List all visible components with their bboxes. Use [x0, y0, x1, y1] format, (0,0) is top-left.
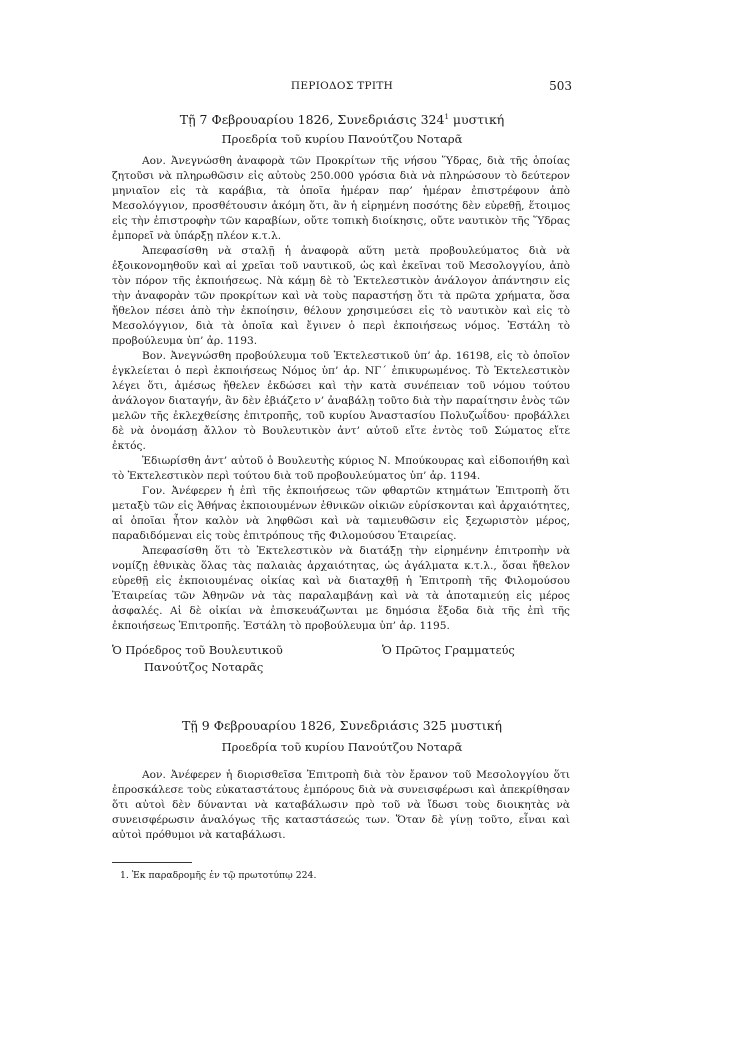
paragraph: Βον. Ἀνεγνώσθη προβούλευμα τοῦ Ἐκτελεστικοῦ ὑπ’ ἀρ. 16198, εἰς τὸ ὁποῖον ἐγκλείεται ὁ περὶ ἐκποιήσεως Νόμος ὑπ’ ἀρ. ΝΓ´ ἐπικυρωμένος. Τὸ Ἐκτελεστικὸν λέγει ὅτι, ἀμέσως ἤθελεν ἐκδώσει καὶ τὴν κατὰ συνέπειαν τοῦ νόμου τούτου ἀνάλογον διαταγήν, ἂν δὲν ἐβιάζετο ν’ ἀναβάλῃ τοῦτο διὰ τὴν παραίτησιν ἑνὸς τῶν μελῶν τῆς ἐκλεχθείσης ἐπιτροπῆς, τοῦ κυρίου Ἀναστασίου Πολυζωΐδου· προβάλλει δὲ νὰ ὀνομάσῃ ἄλλον τὸ Βουλευτικὸν ἀντ’ αὐτοῦ εἴτε ἐντὸς τοῦ Σώματος εἴτε ἐκτός.: [112, 350, 570, 452]
paragraph: Αον. Ἀνεγνώσθη ἀναφορὰ τῶν Προκρίτων τῆς νήσου Ὕδρας, διὰ τῆς ὁποίας ζητοῦσι νὰ πληρωθῶσιν εἰς αὐτοὺς 250.000 γρόσια διὰ νὰ πληρώσουν τὸ δεύτερον μηνιαῖον εἰς τὰ καράβια, τὰ ὁποῖα ἡμέραν παρ’ ἡμέραν ἐπιστρέφουν ἀπὸ Μεσολόγγιον, προσθέτουσιν ἀκόμη ὅτι, ἂν ἡ εἰρημένη ποσότης δὲν εὑρεθῇ, ἕτοιμος εἰς τὴν ἐπιστροφὴν τῶν καραβίων, οὔτε τοπικὴ διοίκησις, οὔτε ναυτικὸν τῆς Ὕδρας ἐμπορεῖ νὰ ὑπάρξῃ πλέον κ.τ.λ.: [112, 155, 570, 242]
running-head: ΠΕΡΙΟΔΟΣ ΤΡΙΤΗ: [290, 80, 394, 92]
president-name: Πανούτζος Νοταρᾶς: [144, 660, 264, 674]
paragraph: Ἐδιωρίσθη ἀντ’ αὐτοῦ ὁ Βουλευτὴς κύριος Ν. Μπούκουρας καὶ εἰδοποιήθη καὶ τὸ Ἐκτελεστικὸν περὶ τούτου διὰ τοῦ προβουλεύματος ὑπ’ ἀρ. 1194.: [112, 455, 570, 482]
footnote-mark: 1: [444, 112, 449, 121]
session-title-text: Τῇ 7 Φεβρουαρίου 1826, Συνεδριάσις 324: [179, 112, 445, 127]
paragraph: Ἀπεφασίσθη νὰ σταλῇ ἡ ἀναφορὰ αὕτη μετὰ προβουλεύματος διὰ νὰ ἐξοικονομηθοῦν καὶ αἱ χρεῖαι τοῦ ναυτικοῦ, ὡς καὶ ἐκεῖναι τοῦ Μεσολογγίου, ἀπὸ τὸν πόρον τῆς ἐκποιήσεως. Νὰ κάμῃ δὲ τὸ Ἐκτελεστικὸν ἀνάλογον ἀπάντησιν εἰς τὴν ἀναφορὰν τῶν προκρίτων καὶ νὰ τοὺς παραστήσῃ ὅτι τὰ πρῶτα χρήματα, ὅσα ἤθελον πέσει ἀπὸ τὴν ἐκποίησιν, θέλουν χρησιμεύσει εἰς τὸ ναυτικὸν καὶ εἰς τὸ Μεσολόγγιον, διὰ τὰ ὁποῖα καὶ ἔγινεν ὁ περὶ ἐκποιήσεως νόμος. Ἐστάλη τὸ προβούλευμα ὑπ’ ἀρ. 1193.: [112, 245, 570, 347]
session-title-suffix: μυστική: [448, 112, 505, 127]
president-title: Ὁ Πρόεδρος τοῦ Βουλευτικοῦ: [112, 643, 283, 657]
session-325-body: [112, 768, 570, 843]
secretary-signature: Ὁ Πρῶτος Γραμματεύς: [382, 643, 515, 657]
paragraph: Αον. Ἀνέφερεν ἡ διορισθεῖσα Ἐπιτροπὴ διὰ τὸν ἔρανον τοῦ Μεσολογγίου ὅτι ἐπροσκάλεσε τοὺς εὐκαταστάτους ἐμπόρους διὰ νὰ συνεισφέρωσι καὶ ἀπεκρίθησαν ὅτι αὐτοὶ δὲν δύνανται νὰ καταβάλωσιν πρὸ τοῦ νὰ ἴδωσι τοὺς διοικητὰς νὰ συνεισφέρωσιν ἀναλόγως τῆς καταστάσεώς των. Ὅταν δὲ γίνῃ τοῦτο, εἶναι καὶ αὐτοὶ πρόθυμοι νὰ καταβάλωσι.: [112, 769, 570, 841]
footnote-divider: [112, 862, 192, 863]
session-title-324: [112, 112, 572, 127]
paragraph: Ἀπεφασίσθη ὅτι τὸ Ἐκτελεστικὸν νὰ διατάξῃ τὴν εἰρημένην ἐπιτροπὴν νὰ νομίζῃ ἐθνικὰς ὅλας τὰς παλαιὰς ἀρχαιότητας, ὡς ἀγάλματα κ.τ.λ., ὅσαι ἤθελον εὑρεθῇ εἰς ἐκποιουμένας οἰκίας καὶ νὰ διαταχθῇ ἡ Ἐπιτροπὴ τῆς Φιλομούσου Ἑταιρείας τῶν Ἀθηνῶν νὰ τὰς παραλαμβάνῃ καὶ νὰ τὰ ἀποταμιεύῃ εἰς μέρος ἀσφαλές. Αἱ δὲ οἰκίαι νὰ ἐπισκευάζωνται με δημόσια ἔξοδα διὰ τῆς ἐπὶ τῆς ἐκποιήσεως Ἐπιτροπῆς. Ἐστάλη τὸ προβούλευμα ὑπ’ ἀρ. 1195.: [112, 545, 570, 632]
session-324-body: [112, 154, 570, 634]
president-signature: [112, 642, 342, 676]
page-header: [112, 80, 572, 98]
presidency-line-325: Προεδρία τοῦ κυρίου Πανούτζου Νοταρᾶ: [221, 740, 463, 754]
paragraph: Γον. Ἀνέφερεν ἡ ἐπὶ τῆς ἐκποιήσεως τῶν φθαρτῶν κτημάτων Ἐπιτροπὴ ὅτι μεταξὺ τῶν εἰς Ἀθήνας ἐκποιουμένων ἐθνικῶν οἰκιῶν εὑρίσκονται καὶ ἀρχαιότητες, αἱ ὁποῖαι ἦτον καλὸν νὰ ληφθῶσι καὶ νὰ ταμιευθῶσιν εἰς ξεχωριστὸν μέρος, παραδιδόμεναι εἰς τοὺς ἐπιτρόπους τῆς Φιλομούσου Ἑταιρείας.: [112, 485, 570, 542]
footnote: 1. Ἐκ παραδρομῆς ἐν τῷ πρωτοτύπῳ 224.: [120, 870, 317, 881]
page-number: 503: [549, 79, 572, 93]
session-title-325: Τῇ 9 Φεβρουαρίου 1826, Συνεδριάσις 325 μυστική: [181, 718, 503, 733]
presidency-line-324: Προεδρία τοῦ κυρίου Πανούτζου Νοταρᾶ: [221, 132, 463, 146]
